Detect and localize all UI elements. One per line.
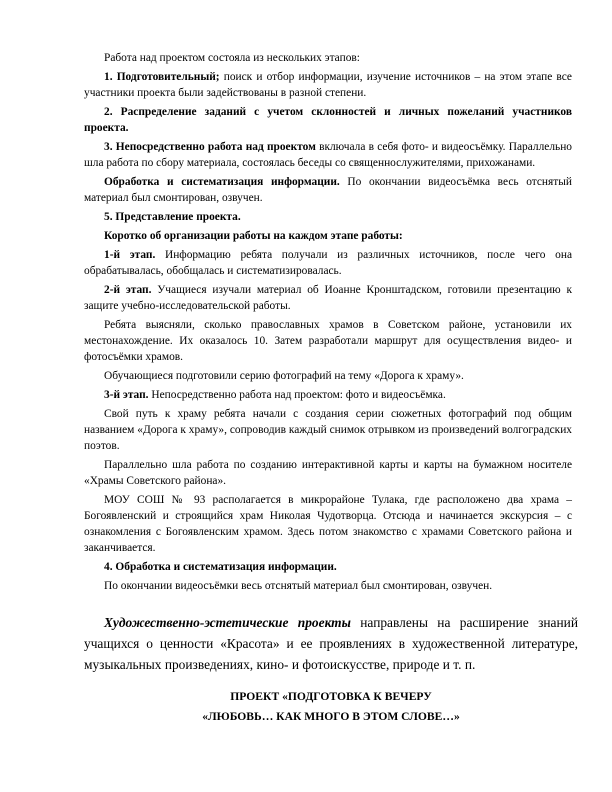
paragraph-bold-text: Обработка и систематизация информации. <box>104 176 340 188</box>
paragraph <box>84 559 572 575</box>
project-title-line-1: ПРОЕКТ «ПОДГОТОВКА К ВЕЧЕРУ <box>230 690 432 703</box>
paragraph-text: По окончании видеосъёмки весь отснятый материал был смонтирован, озвучен. <box>104 580 493 592</box>
paragraph-bold-text: 2-й этап. <box>104 284 152 296</box>
paragraph <box>84 578 572 594</box>
paragraph <box>84 139 572 171</box>
paragraph-bold-text: 1. Подготовительный; <box>104 71 220 83</box>
paragraph-text: Информацию ребята получали из различных источников, после чего она обрабатывалась, обобщалась и систематизировалась. <box>84 249 572 277</box>
paragraph <box>84 368 572 384</box>
paragraph-bold-text: 3-й этап. <box>104 389 149 401</box>
paragraph <box>84 209 572 225</box>
paragraph-bold-text: Коротко об организации работы на каждом этапе работы: <box>104 230 403 242</box>
paragraph-text: Учащиеся изучали материал об Иоанне Кронштадском, готовили презентацию к защите учебно-исследовательской работы. <box>84 284 572 312</box>
paragraph-bold-text: 5. Представление проекта. <box>104 211 241 223</box>
project-title-line-2: «ЛЮБОВЬ… КАК МНОГО В ЭТОМ СЛОВЕ…» <box>202 710 460 723</box>
paragraph-text: поиск и отбор информации, изучение источников – на этом этапе все участники проекта были задействованы в разной степени. <box>84 71 572 99</box>
paragraph <box>84 174 572 206</box>
paragraph-bold-text: 1-й этап. <box>104 249 156 261</box>
paragraph-text: Свой путь к храму ребята начали с создания серии сюжетных фотографий под общим названием «Дорога к храму», сопроводив каждый снимок отрывком из произведений волгоградских поэтов. <box>84 408 572 452</box>
lead-paragraph <box>84 612 578 675</box>
paragraph-text: включала в себя фото- и видеосъёмку. Параллельно шла работа по сбору материала, состоялась беседы со священнослужителями, прихожанами. <box>84 141 572 169</box>
body-text <box>84 50 572 597</box>
paragraph <box>84 228 572 244</box>
paragraph-text: Ребята выясняли, сколько православных храмов в Советском районе, установили их местонахождение. Их оказалось 10. Затем разработали маршрут для осуществления видео- и фотосъёмки храмов. <box>84 319 572 363</box>
paragraph <box>84 406 572 454</box>
paragraph <box>84 50 572 66</box>
paragraph-bold-text: 2. Распределение заданий с учетом склонностей и личных пожеланий участников проекта. <box>84 106 572 134</box>
lead-emphasis: Художественно-эстетические проекты <box>104 615 351 630</box>
paragraph <box>84 457 572 489</box>
paragraph-text: Обучающиеся подготовили серию фотографий на тему «Дорога к храму». <box>104 370 464 382</box>
paragraph <box>84 387 572 403</box>
paragraph <box>84 247 572 279</box>
paragraph <box>84 282 572 314</box>
paragraph-bold-text: 4. Обработка и систематизация информации. <box>104 561 337 573</box>
paragraph-text: Непосредственно работа над проектом: фото и видеосъёмка. <box>148 389 446 401</box>
paragraph <box>84 69 572 101</box>
paragraph-bold-text: 3. Непосредственно работа над проектом <box>104 141 316 153</box>
paragraph-text: Параллельно шла работа по созданию интерактивной карты и карты на бумажном носителе «Храмы Советского района». <box>84 459 572 487</box>
paragraph <box>84 492 572 556</box>
paragraph-text: По окончании видеосъёмка весь отснятый материал был смонтирован, озвучен. <box>84 176 572 204</box>
paragraph <box>84 104 572 136</box>
paragraph-text: Работа над проектом состояла из нескольких этапов: <box>104 52 360 64</box>
paragraph <box>84 317 572 365</box>
paragraph-text: МОУ СОШ № 93 располагается в микрорайоне Тулака, где расположено два храма – Богоявленский и строящийся храм Николая Чудотворца. Отсюда и начинается экскурсия – с ознакомления с Богоявленским храмом. Здесь потом знакомство с храмами Советского района и заканчивается. <box>84 494 572 554</box>
lead-text: направлены на расширение знаний учащихся о ценности «Красота» и ее проявлениях в художественной литературе, музыкальных произведениях, кино- и фотоискусстве, природе и т. п. <box>84 615 578 672</box>
